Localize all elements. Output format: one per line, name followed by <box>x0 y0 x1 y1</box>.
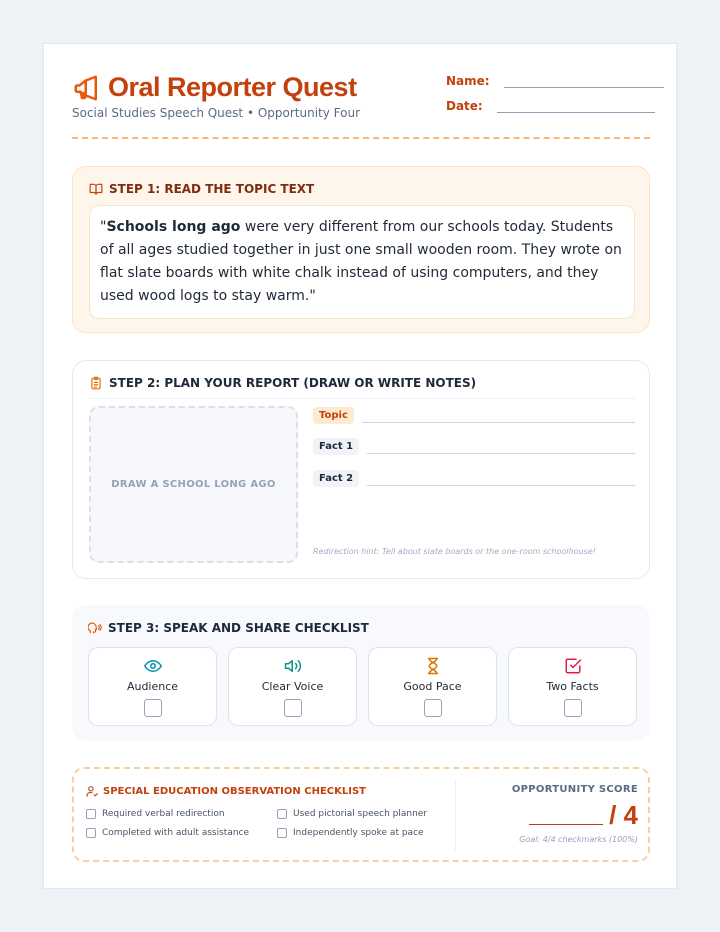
step3-heading <box>88 621 369 635</box>
note-label-fact-1: Fact 1 <box>313 438 359 455</box>
score-divider <box>455 779 456 851</box>
observation-item-verbal-redirection[interactable] <box>86 809 225 819</box>
eye-icon <box>144 657 162 675</box>
date-label: Date: <box>446 99 483 113</box>
checklist-checkbox-good-pace[interactable] <box>424 699 442 717</box>
date-line[interactable] <box>497 101 655 113</box>
score-label: OPPORTUNITY SCORE <box>511 784 638 795</box>
observation-item-independent-pace[interactable] <box>277 828 424 838</box>
book-open-icon <box>89 182 103 196</box>
observation-item-pictorial-planner[interactable] <box>277 809 427 819</box>
checklist-label: Audience <box>126 680 179 693</box>
step1-title: STEP 1: READ THE TOPIC TEXT <box>109 182 315 196</box>
speaker-icon <box>284 657 302 675</box>
score-total: / 4 <box>609 800 638 830</box>
title-text: Oral Reporter Quest <box>108 72 357 102</box>
observation-checkbox[interactable] <box>86 828 96 838</box>
checklist-label: Two Facts <box>546 680 599 693</box>
step1-heading <box>89 182 314 196</box>
worksheet <box>43 43 677 889</box>
observation-label: Required verbal redirection <box>102 809 225 819</box>
name-line[interactable] <box>504 76 664 88</box>
name-label: Name: <box>446 74 490 88</box>
checklist-checkbox-two-facts[interactable] <box>564 699 582 717</box>
note-label-fact-2: Fact 2 <box>313 470 359 487</box>
draw-prompt: DRAW A SCHOOL LONG AGO <box>111 479 276 490</box>
speaking-head-icon <box>88 621 102 635</box>
checklist-card-clear-voice[interactable] <box>228 647 357 726</box>
note-label-topic: Topic <box>313 407 354 424</box>
redirection-hint: Redirection hint: Tell about slate boards or the one-room schoolhouse! <box>313 547 596 556</box>
checklist-card-audience[interactable] <box>88 647 217 726</box>
observation-title: SPECIAL EDUCATION OBSERVATION CHECKLIST <box>103 786 366 797</box>
observation-checkbox[interactable] <box>277 809 287 819</box>
observation-checkbox[interactable] <box>86 809 96 819</box>
page-title <box>72 72 357 103</box>
check-square-icon <box>564 657 582 675</box>
checklist-cards <box>88 647 637 726</box>
step2-title: STEP 2: PLAN YOUR REPORT (DRAW OR WRITE NOTES) <box>109 376 477 390</box>
observation-section <box>72 767 650 862</box>
page-subtitle: Social Studies Speech Quest • Opportunity Four <box>72 106 361 120</box>
name-field[interactable] <box>446 74 664 88</box>
score-field <box>529 801 638 829</box>
note-row-fact-2[interactable] <box>313 470 635 487</box>
observation-label: Used pictorial speech planner <box>293 809 428 819</box>
step2-divider <box>89 398 635 399</box>
observation-label: Completed with adult assistance <box>102 828 250 838</box>
observation-item-adult-assistance[interactable] <box>86 828 249 838</box>
step2-section <box>72 360 650 579</box>
topic-text <box>89 205 635 319</box>
score-goal: Goal: 4/4 checkmarks (100%) <box>519 835 638 844</box>
step1-section <box>72 166 650 333</box>
observation-checkbox[interactable] <box>277 828 287 838</box>
checklist-checkbox-clear-voice[interactable] <box>284 699 302 717</box>
observation-heading <box>86 785 366 798</box>
step3-section <box>72 605 650 741</box>
checklist-label: Good Pace <box>403 680 462 693</box>
drawing-area[interactable] <box>89 406 298 563</box>
note-row-topic[interactable] <box>313 407 635 424</box>
clipboard-icon <box>89 376 103 390</box>
topic-bold: Schools long ago <box>106 219 241 235</box>
checklist-card-two-facts[interactable] <box>508 647 637 726</box>
note-line-fact-1[interactable] <box>367 453 635 454</box>
header-divider <box>72 137 650 139</box>
megaphone-icon <box>72 73 102 103</box>
date-field[interactable] <box>446 99 655 113</box>
step2-heading <box>89 376 476 390</box>
note-line-fact-2[interactable] <box>367 485 635 486</box>
observation-label: Independently spoke at pace <box>293 828 424 838</box>
step3-title: STEP 3: SPEAK AND SHARE CHECKLIST <box>108 621 369 635</box>
checklist-checkbox-audience[interactable] <box>144 699 162 717</box>
topic-rest: were very different from our schools today. Students of all ages studied together in just one small wooden room. They wrote on flat slate boards with white chalk instead of using computers, and they used wood logs to stay warm." <box>100 219 622 304</box>
note-line-topic[interactable] <box>362 422 635 423</box>
score-input-line[interactable] <box>529 824 603 825</box>
note-row-fact-1[interactable] <box>313 438 635 455</box>
user-check-icon <box>86 785 99 798</box>
checklist-card-good-pace[interactable] <box>368 647 497 726</box>
quote-open: " <box>100 219 107 235</box>
hourglass-icon <box>424 657 442 675</box>
checklist-label: Clear Voice <box>261 680 324 693</box>
